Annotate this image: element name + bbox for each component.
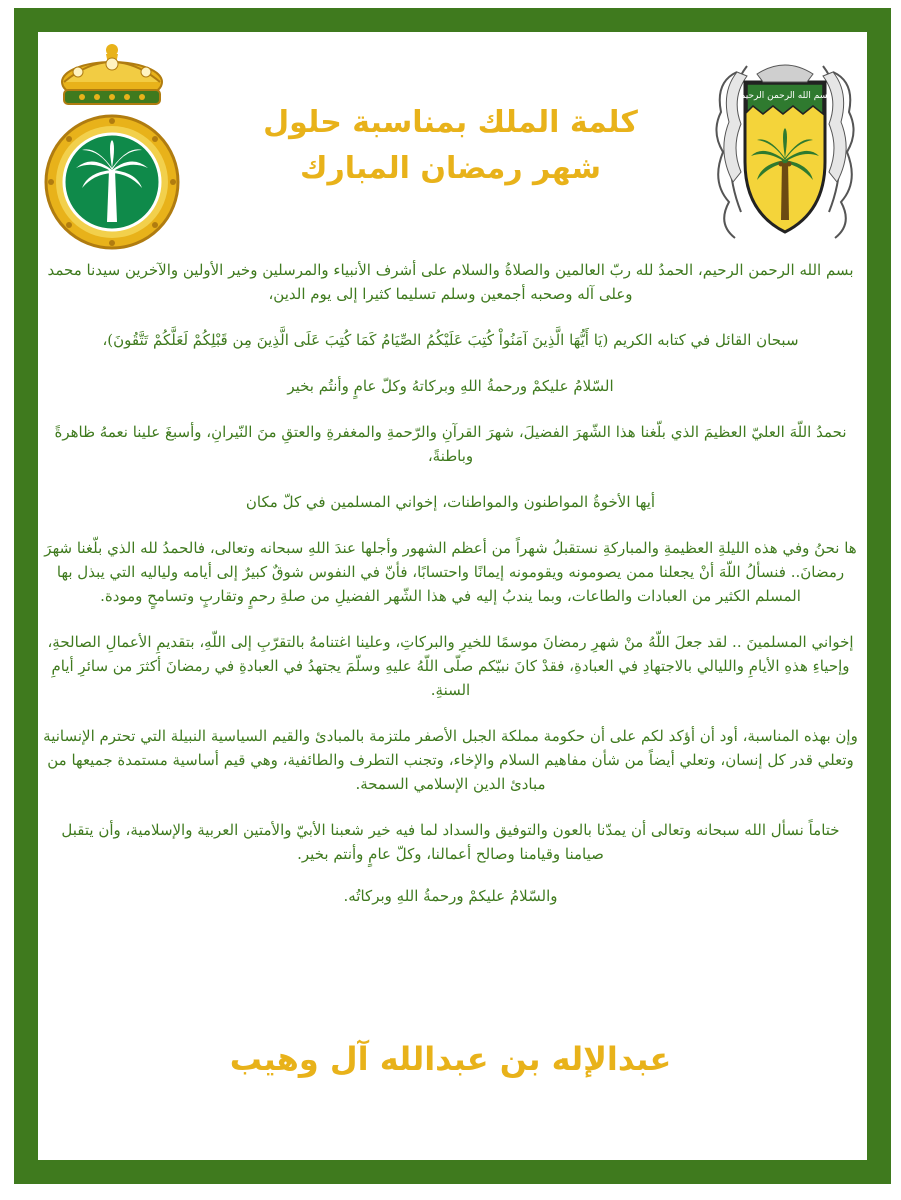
title-line-2: شهر رمضان المبارك <box>299 151 602 186</box>
paragraph: السّلامُ عليكمْ ورحمةُ اللهِ وبركاتهُ وكلّ عامٍ وأنتُم بخير <box>287 377 614 395</box>
paragraph: ها نحنُ وفي هذه الليلةِ العظيمةِ والمباركةِ نستقبلُ شهراً من أعظم الشهور وأجلها عندَ اللهِ سبحانه وتعالى، فالحمدُ لله الذي بلّغنا شهرَ رمضانَ.. فنسألُ اللّهَ أنْ يجعلنا ممن يصومونه ويقومونه إيمانًا واحتسابًا، فأنّ في النفوس شوقٌ كبيرٌ إلى أيامه ولياليه التي يبذل بها المسلم الكثير من العبادات والطاعات، وبما يندبُ إليه في هذا الشّهر الفضيلِ من صلةِ رحمٍ وتقاربٍ وتسامحٍ ومودة. <box>44 539 857 605</box>
signature: عبدالإله بن عبدالله آل وهيب <box>229 1040 672 1078</box>
paragraph: نحمدُ اللّهَ العليّ العظيمَ الذي بلّغنا هذا الشّهرَ الفضيلَ، شهرَ القرآنِ والرّحمةِ والمغفرةِ والعتقِ منَ النّيرانِ، وأسبغَ علينا نعمهُ ظاهرةً وباطنةً، <box>54 423 847 465</box>
paragraph: بسم الله الرحمن الرحيم، الحمدُ لله ربّ العالمين والصلاةُ والسلام على أشرف الأنبياء والمرسلين وخير الأولين والآخرين سيدنا محمد وعلى آله وصحبه أجمعين وسلم تسليما كثيرا إلى يوم الدين، <box>47 261 854 303</box>
title-line-1: كلمة الملك بمناسبة حلول <box>263 105 638 140</box>
page-title <box>200 100 701 192</box>
arms-inscription: بسم الله الرحمن الرحيم <box>739 91 831 101</box>
paragraph: والسّلامُ عليكمْ ورحمةُ اللهِ وبركاتُه. <box>343 887 558 905</box>
paragraph: سبحان القائل في كتابه الكريم (يَا أَيُّهَا الَّذِينَ آمَنُواْ كُتِبَ عَلَيْكُمُ الصِّيَامُ كَمَا كُتِبَ عَلَى الَّذِينَ مِن قَبْلِكُمْ لَعَلَّكُمْ تَتَّقُونَ)، <box>102 331 799 349</box>
paragraph: أيها الأخوةُ المواطنون والمواطنات، إخواني المسلمين في كلّ مكان <box>245 493 656 511</box>
palm-coat-of-arms-emblem <box>707 52 863 244</box>
crown-icon <box>62 44 162 104</box>
message-body <box>40 258 861 930</box>
paragraph: ختاماً نسأل الله سبحانه وتعالى أن يمدّنا بالعون والتوفيق والسداد لما فيه خير شعبنا الأبيّ والأمتين العربية والإسلامية، وأن يتقبل صيامنا وقيامنا وصالح أعمالنا، وكلّ عامٍ وأنتم بخير. <box>61 821 840 863</box>
royal-palm-crown-emblem <box>42 42 182 250</box>
paragraph: وإن بهذه المناسبة، أود أن أؤكد لكم على أن حكومة مملكة الجبل الأصفر ملتزمة بالمبادئ والقيم السياسية النبيلة التي تحترم الإنسانية وتعلي قدر كل إنسان، وتعلي أيضاً من شأن مفاهيم السلام والإخاء، وتجنب التطرف والطائفية، وهي قيم أساسية مستمدة جميعها من مبادئ الدين الإسلامي السمحة. <box>43 727 858 793</box>
paragraph: إخواني المسلمينَ .. لقد جعلَ اللّهُ منْ شهرِ رمضانَ موسمًا للخيرِ والبركاتِ، وعلينا اغتنامهُ بالتقرّبِ إلى اللّهِ، بتقديمِ الأعمالِ الصالحةِ، وإحياءِ هذهِ الأيامِ والليالي بالاجتهادِ في العبادةِ، فقدْ كانَ نبيّكم صلّى اللّهُ عليهِ وسلّمَ يجتهدُ في العبادةِ في رمضانَ أكثرَ من سائرِ أيامِ السنةِ. <box>47 633 854 699</box>
